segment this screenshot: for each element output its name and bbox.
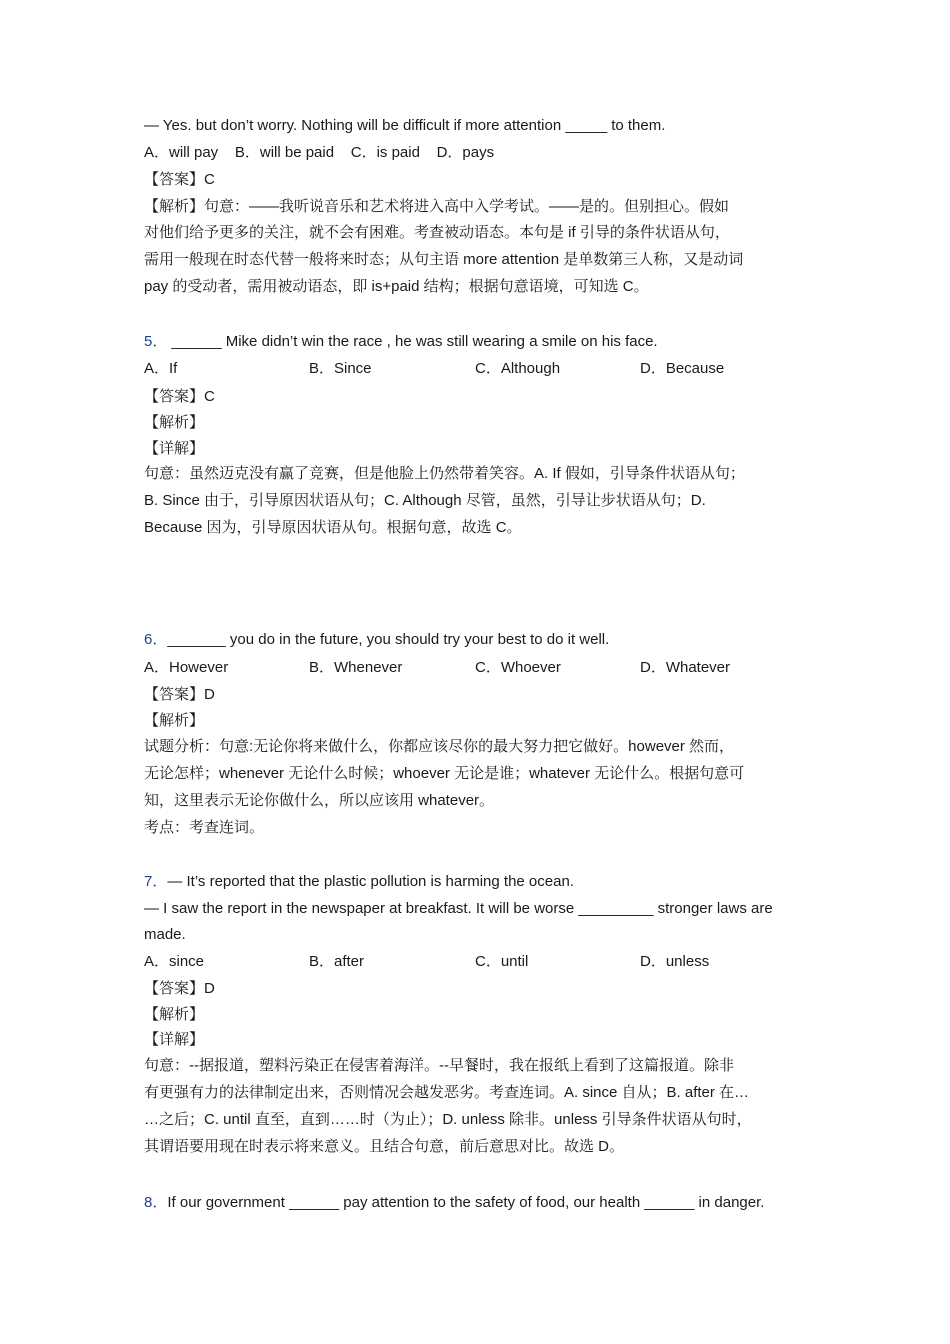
q5-option-b: B．Since: [309, 360, 372, 377]
q6-analysis-label: 【解析】: [144, 712, 205, 729]
q7-option-c: C．until: [475, 953, 529, 970]
q7-stem-line-2: — I saw the report in the newspaper at breakfast. It will be worse _________ stronger laws are: [144, 900, 773, 917]
q8-stem-line: [144, 1192, 810, 1214]
q6-stem-line: [144, 629, 810, 651]
q7-detail-label: 【详解】: [144, 1031, 205, 1048]
q6-option-d: D．Whatever: [640, 659, 731, 676]
q5-answer: 【答案】C: [144, 388, 215, 405]
q6-option-c: C．Whoever: [475, 659, 561, 676]
q5-detail-line-2: B. Since 由于，引导原因状语从句；C. Although 尽管，虽然，引导让步状语从句；D.: [144, 492, 706, 509]
q7-stem-line-3: made.: [144, 926, 186, 943]
q8-number: 8．: [144, 1194, 168, 1211]
q4-analysis-line-4: pay 的受动者，需用被动语态，即 is+paid 结构；根据句意语境，可知选 C。: [144, 278, 649, 295]
q4-answer: 【答案】C: [144, 171, 215, 188]
q7-stem-line-1: [144, 871, 810, 893]
q7-option-b: B．after: [309, 953, 365, 970]
q5-option-a: A．If: [144, 360, 178, 377]
q4-analysis-line-2: 对他们给予更多的关注，就不会有困难。考查被动语态。本句是 if 引导的条件状语从句，: [144, 224, 730, 241]
q5-option-d: D．Because: [640, 360, 725, 377]
q7-analysis-label: 【解析】: [144, 1006, 205, 1023]
q7-option-d: D．unless: [640, 953, 710, 970]
q4-analysis-line-1: 【解析】句意：——我听说音乐和艺术将进入高中入学考试。——是的。但别担心。假如: [144, 198, 730, 215]
q6-kaodian: 考点：考查连词。: [144, 819, 265, 836]
q5-detail-line-1: 句意：虽然迈克没有赢了竞赛，但是他脸上仍然带着笑容。A. If 假如，引导条件状语从句；: [144, 465, 745, 482]
q6-answer: 【答案】D: [144, 686, 215, 703]
q7-detail-line-3: …之后；C. until 直至，直到……时（为止）；D. unless 除非。unless 引导条件状语从句时，: [144, 1111, 752, 1128]
q5-stem: ______ Mike didn’t win the race , he was still wearing a smile on his face.: [167, 333, 658, 350]
q5-stem-line: [144, 331, 810, 353]
q7-stem-1: — It’s reported that the plastic pollution is harming the ocean.: [167, 873, 574, 890]
q6-analysis-line-3: 知，这里表示无论你做什么，所以应该用 whatever。: [144, 792, 495, 809]
q5-number: 5．: [144, 333, 168, 350]
q7-detail-line-1: 句意：--据报道，塑料污染正在侵害着海洋。--早餐时，我在报纸上看到了这篇报道。除非: [144, 1057, 734, 1074]
q5-option-c: C．Although: [475, 360, 561, 377]
q6-option-a: A．However: [144, 659, 229, 676]
q6-option-b: B．Whenever: [309, 659, 403, 676]
q7-option-a: A．since: [144, 953, 205, 970]
q4-options: A．will pay B．will be paid C．is paid D．pays: [144, 144, 495, 161]
q6-number: 6．: [144, 631, 168, 648]
q6-analysis-line-2: 无论怎样；whenever 无论什么时候；whoever 无论是谁；whatever 无论什么。根据句意可: [144, 765, 745, 782]
q7-detail-line-2: 有更强有力的法律制定出来，否则情况会越发恶劣。考查连词。A. since 自从；B. after 在…: [144, 1084, 750, 1101]
q4-analysis-line-3: 需用一般现在时态代替一般将来时态；从句主语 more attention 是单数第三人称，又是动词: [144, 251, 744, 268]
q5-detail-line-3: Because 因为，引导原因状语从句。根据句意，故选 C。: [144, 519, 522, 536]
q4-stem: — Yes. but don’t worry. Nothing will be difficult if more attention _____ to them.: [144, 117, 666, 134]
q5-detail-label: 【详解】: [144, 440, 205, 457]
q7-detail-line-4: 其谓语要用现在时表示将来意义。且结合句意，前后意思对比。故选 D。: [144, 1138, 625, 1155]
q7-number: 7．: [144, 873, 168, 890]
q5-analysis-label: 【解析】: [144, 414, 205, 431]
q6-stem: _______ you do in the future, you should try your best to do it well.: [167, 631, 610, 648]
q7-answer: 【答案】D: [144, 980, 215, 997]
q6-analysis-line-1: 试题分析：句意:无论你将来做什么，你都应该尽你的最大努力把它做好。however 然而，: [144, 738, 735, 755]
q8-stem: If our government ______ pay attention to the safety of food, our health ______ in danger.: [167, 1194, 765, 1211]
